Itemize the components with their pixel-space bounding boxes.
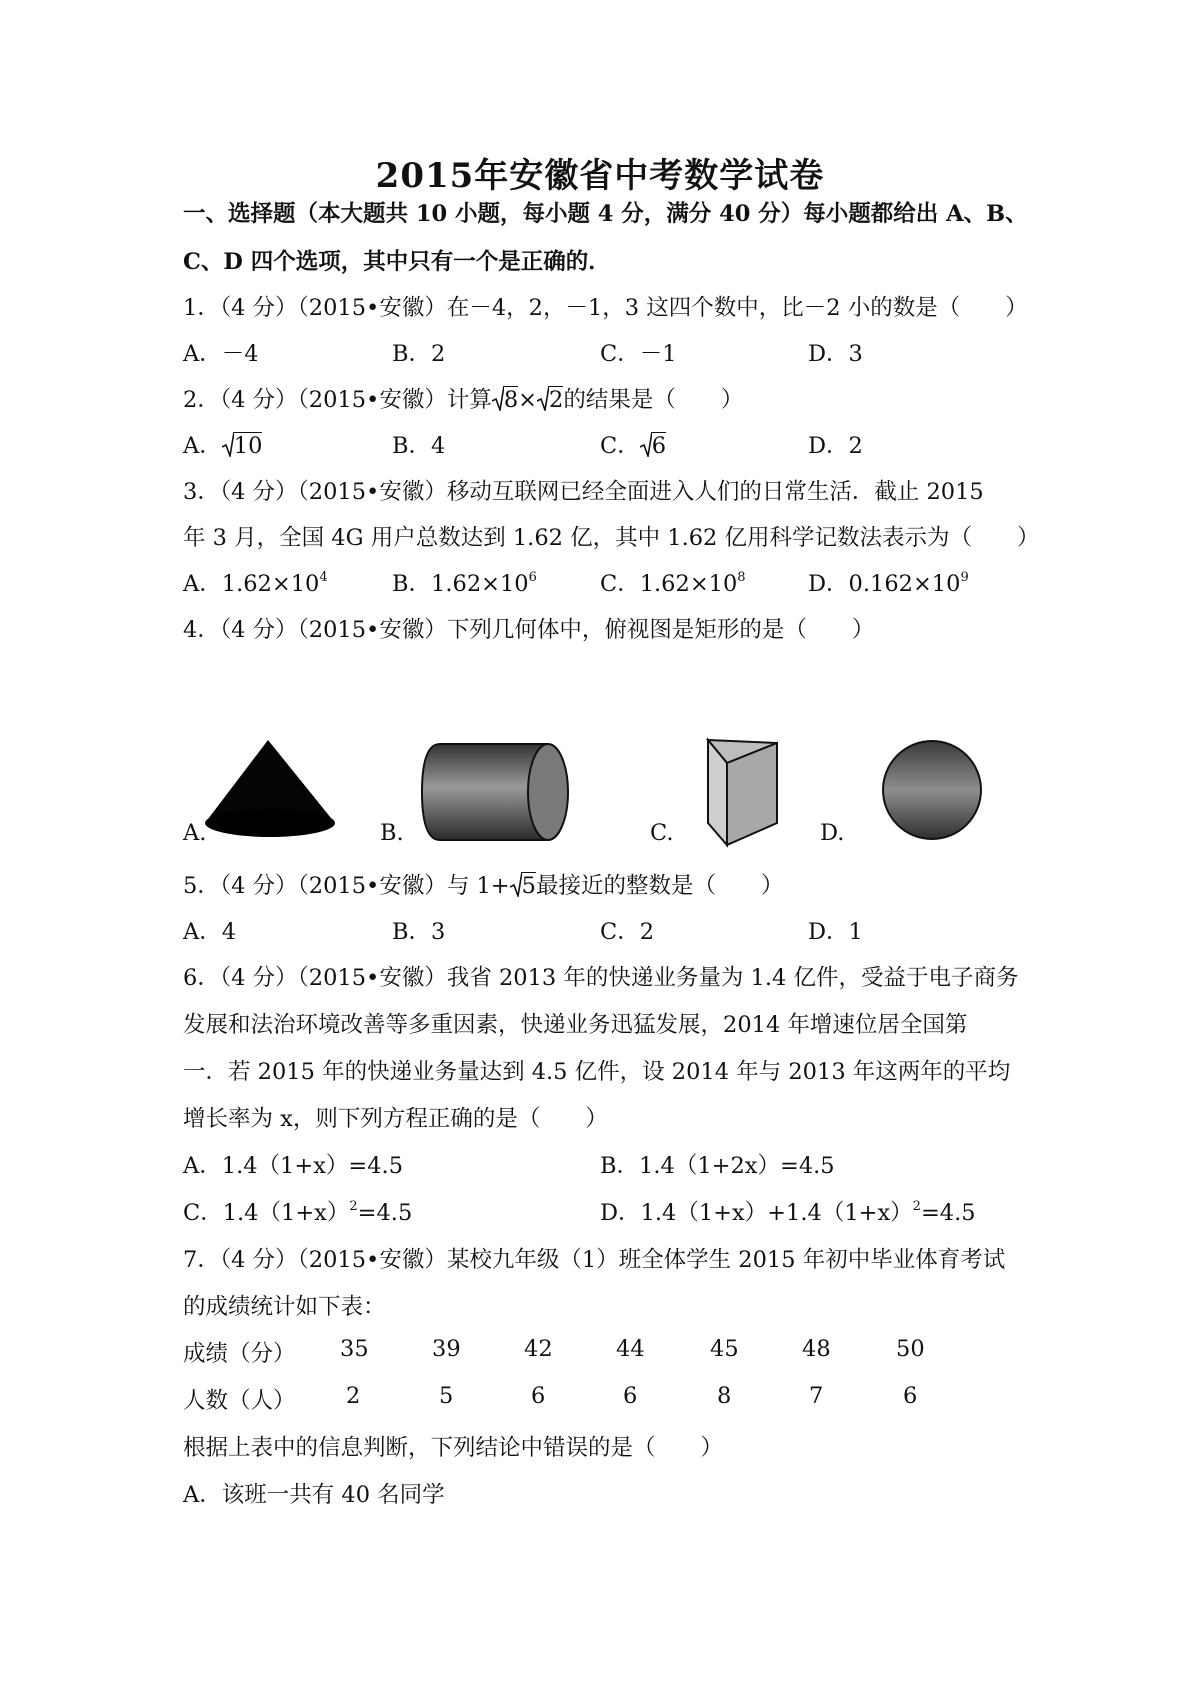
q6-option-a: A．1.4（1+x）=4.5	[183, 1153, 404, 1179]
page-title: 2015年安徽省中考数学试卷	[375, 156, 825, 196]
q3-option-c	[600, 566, 746, 598]
sphere-figure	[880, 738, 984, 842]
q4-label-d: D.	[820, 820, 845, 846]
q3-stem-line2: 年 3 月，全国 4G 用户总数达到 1.62 亿，其中 1.62 亿用科学记数法表示为（ ）	[183, 525, 1040, 551]
q6-option-c	[183, 1195, 412, 1227]
q7-stem-line3: 根据上表中的信息判断，下列结论中错误的是（ ）	[183, 1435, 724, 1461]
q3-option-b-exp: 6	[528, 569, 537, 585]
q6-stem-line4: 增长率为 x，则下列方程正确的是（ ）	[183, 1106, 608, 1132]
q2-radicand-2: 2	[549, 387, 564, 413]
q5-stem	[183, 868, 783, 903]
q6-option-c-base: C．1.4（1+x）	[183, 1200, 350, 1226]
score-table-cell: 2	[346, 1383, 361, 1409]
q4-label-b: B.	[380, 820, 404, 846]
q5-option-b: B．3	[392, 919, 446, 945]
q4-stem: 4．（4 分）（2015•安徽）下列几何体中，俯视图是矩形的是（ ）	[183, 617, 875, 643]
q4-label-a: A.	[183, 820, 207, 846]
q2-option-a-radicand: 10	[233, 433, 263, 459]
q3-option-a	[183, 566, 328, 598]
q6-stem-line1: 6．（4 分）（2015•安徽）我省 2013 年的快递业务量为 1.4 亿件，受益于电子商务	[183, 965, 1019, 991]
triangular-prism-figure	[705, 735, 785, 850]
q3-option-a-exp: 4	[319, 569, 328, 585]
q1-option-c: C．－1	[600, 341, 677, 367]
q6-option-d-base: D．1.4（1+x）+1.4（1+x）	[600, 1200, 913, 1226]
q2-option-c-prefix: C．	[600, 433, 640, 459]
q2-option-a	[183, 428, 262, 463]
q6-option-d	[600, 1195, 976, 1227]
q6-option-d-rhs: =4.5	[920, 1200, 976, 1226]
score-table-cell: 8	[717, 1383, 732, 1409]
q1-stem: 1．（4 分）（2015•安徽）在－4，2，－1，3 这四个数中，比－2 小的数是（ ）	[183, 295, 1028, 321]
q5-option-a: A．4	[183, 919, 237, 945]
q7-stem-line2: 的成绩统计如下表：	[183, 1294, 386, 1320]
q3-option-d	[808, 566, 969, 598]
score-table-cell: 39	[432, 1336, 461, 1362]
q1-option-a: A．－4	[183, 341, 259, 367]
score-table-header-2: 人数（人）	[183, 1388, 296, 1414]
q3-option-b-base: B．1.62×10	[392, 571, 529, 597]
q2-times: ×	[518, 387, 538, 413]
section-header-line1: 一、选择题（本大题共 10 小题，每小题 4 分，满分 40 分）每小题都给出 A、B、	[183, 201, 1028, 227]
q6-option-c-rhs: =4.5	[357, 1200, 413, 1226]
q7-stem-line1: 7．（4 分）（2015•安徽）某校九年级（1）班全体学生 2015 年初中毕业体育考试	[183, 1247, 1006, 1273]
sqrt-symbol	[492, 385, 504, 417]
score-table-cell: 6	[903, 1383, 918, 1409]
sqrt-symbol	[537, 385, 549, 417]
q3-option-b	[392, 566, 537, 598]
sqrt-symbol	[222, 431, 234, 463]
cylinder-figure	[420, 742, 570, 842]
q2-option-c	[600, 428, 666, 463]
q2-stem-prefix: 2．（4 分）（2015•安徽）计算	[183, 387, 492, 413]
score-table-cell: 6	[623, 1383, 638, 1409]
sqrt-symbol	[640, 431, 652, 463]
score-table-cell: 50	[896, 1336, 925, 1362]
q6-stem-line3: 一．若 2015 年的快递业务量达到 4.5 亿件，设 2014 年与 2013 年这两年的平均	[183, 1059, 1011, 1085]
q4-label-c: C.	[650, 820, 674, 846]
score-table-cell: 35	[340, 1336, 369, 1362]
section-header-line2: C、D 四个选项，其中只有一个是正确的．	[183, 249, 611, 275]
score-table-cell: 5	[439, 1383, 454, 1409]
q5-stem-prefix: 5．（4 分）（2015•安徽）与 1+	[183, 873, 510, 899]
q6-option-c-exp: 2	[349, 1198, 358, 1214]
q6-stem-line2: 发展和法治环境改善等多重因素，快递业务迅猛发展，2014 年增速位居全国第	[183, 1012, 968, 1038]
score-table-cell: 45	[710, 1336, 739, 1362]
q6-option-d-exp: 2	[912, 1198, 921, 1214]
q7-option-a: A．该班一共有 40 名同学	[183, 1482, 445, 1508]
score-table-header-1: 成绩（分）	[183, 1341, 296, 1367]
q2-option-d: D．2	[808, 433, 863, 459]
q2-option-b: B．4	[392, 433, 446, 459]
q3-option-c-base: C．1.62×10	[600, 571, 738, 597]
q1-option-b: B．2	[392, 341, 446, 367]
score-table-cell: 48	[802, 1336, 831, 1362]
q6-option-b: B．1.4（1+2x）=4.5	[600, 1153, 835, 1179]
score-table-cell: 6	[531, 1383, 546, 1409]
cone-figure	[200, 735, 340, 845]
score-table-cell: 44	[616, 1336, 645, 1362]
q3-stem-line1: 3．（4 分）（2015•安徽）移动互联网已经全面进入人们的日常生活．截止 2015	[183, 479, 984, 505]
q3-option-d-exp: 9	[960, 569, 969, 585]
score-table-cell: 42	[524, 1336, 553, 1362]
q5-option-d: D．1	[808, 919, 863, 945]
q5-radicand: 5	[521, 873, 536, 899]
q5-option-c: C．2	[600, 919, 655, 945]
q1-option-d: D．3	[808, 341, 863, 367]
q2-stem-suffix: 的结果是（ ）	[563, 387, 744, 413]
score-table-cell: 7	[809, 1383, 824, 1409]
q2-option-a-prefix: A．	[183, 433, 222, 459]
q3-option-c-exp: 8	[737, 569, 746, 585]
q2-radicand-1: 8	[503, 387, 519, 413]
q3-option-d-base: D．0.162×10	[808, 571, 961, 597]
q2-option-c-radicand: 6	[651, 433, 667, 459]
sqrt-symbol	[510, 871, 522, 903]
q2-stem	[183, 382, 743, 417]
q5-stem-suffix: 最接近的整数是（ ）	[535, 873, 784, 899]
q3-option-a-base: A．1.62×10	[183, 571, 320, 597]
